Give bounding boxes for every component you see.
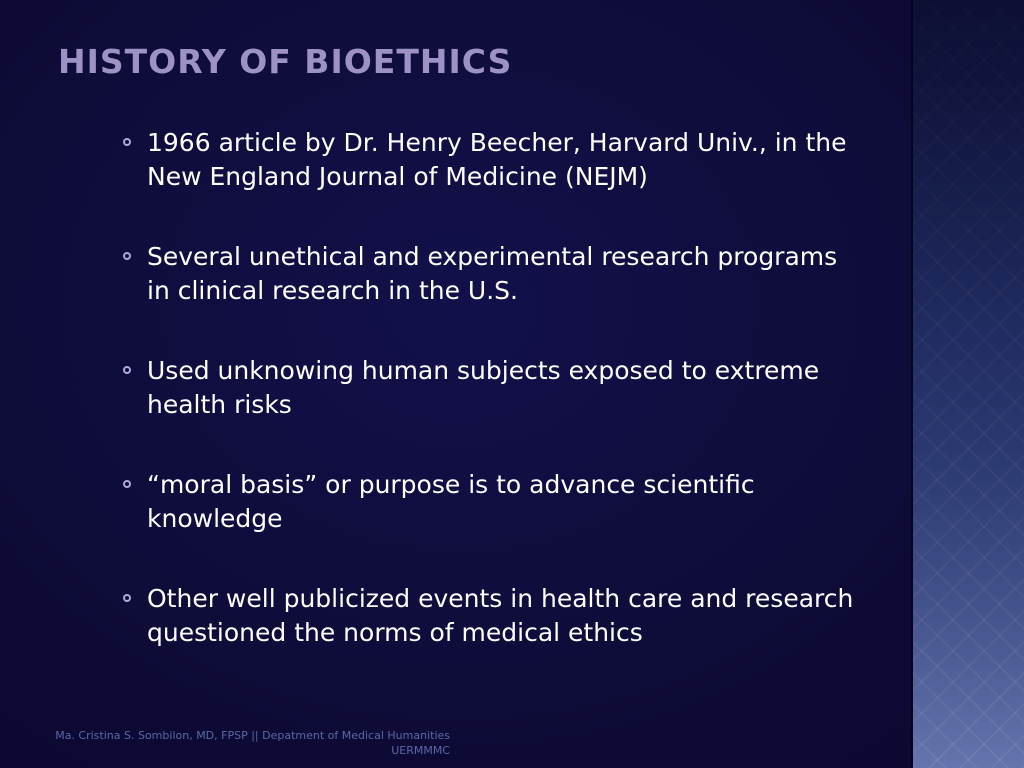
hollow-circle-icon <box>123 480 131 488</box>
slide-footer: Ma. Cristina S. Sombilon, MD, FPSP || Depatment of Medical Humanities UERMMMC <box>55 729 450 757</box>
bullet-text: Other well publicized events in health care and research questioned the norms of medical ethics <box>147 584 854 647</box>
hollow-circle-icon <box>123 138 131 146</box>
bullet-text: Used unknowing human subjects exposed to extreme health risks <box>147 356 820 419</box>
decorative-side-panel <box>913 0 1024 768</box>
hollow-circle-icon <box>123 366 131 374</box>
bullet-item <box>120 468 860 536</box>
bullet-item <box>120 126 860 194</box>
hollow-circle-icon <box>123 594 131 602</box>
bullet-item <box>120 354 860 422</box>
bullet-item <box>120 582 860 650</box>
bullet-item <box>120 240 860 308</box>
bullet-text: Several unethical and experimental research programs in clinical research in the U.S. <box>147 242 838 305</box>
bullet-text: 1966 article by Dr. Henry Beecher, Harvard Univ., in the New England Journal of Medicine (NEJM) <box>147 128 847 191</box>
hollow-circle-icon <box>123 252 131 260</box>
bullet-list <box>120 126 860 696</box>
bullet-text: “moral basis” or purpose is to advance scientific knowledge <box>147 470 755 533</box>
slide-title: HISTORY OF BIOETHICS <box>58 42 513 81</box>
